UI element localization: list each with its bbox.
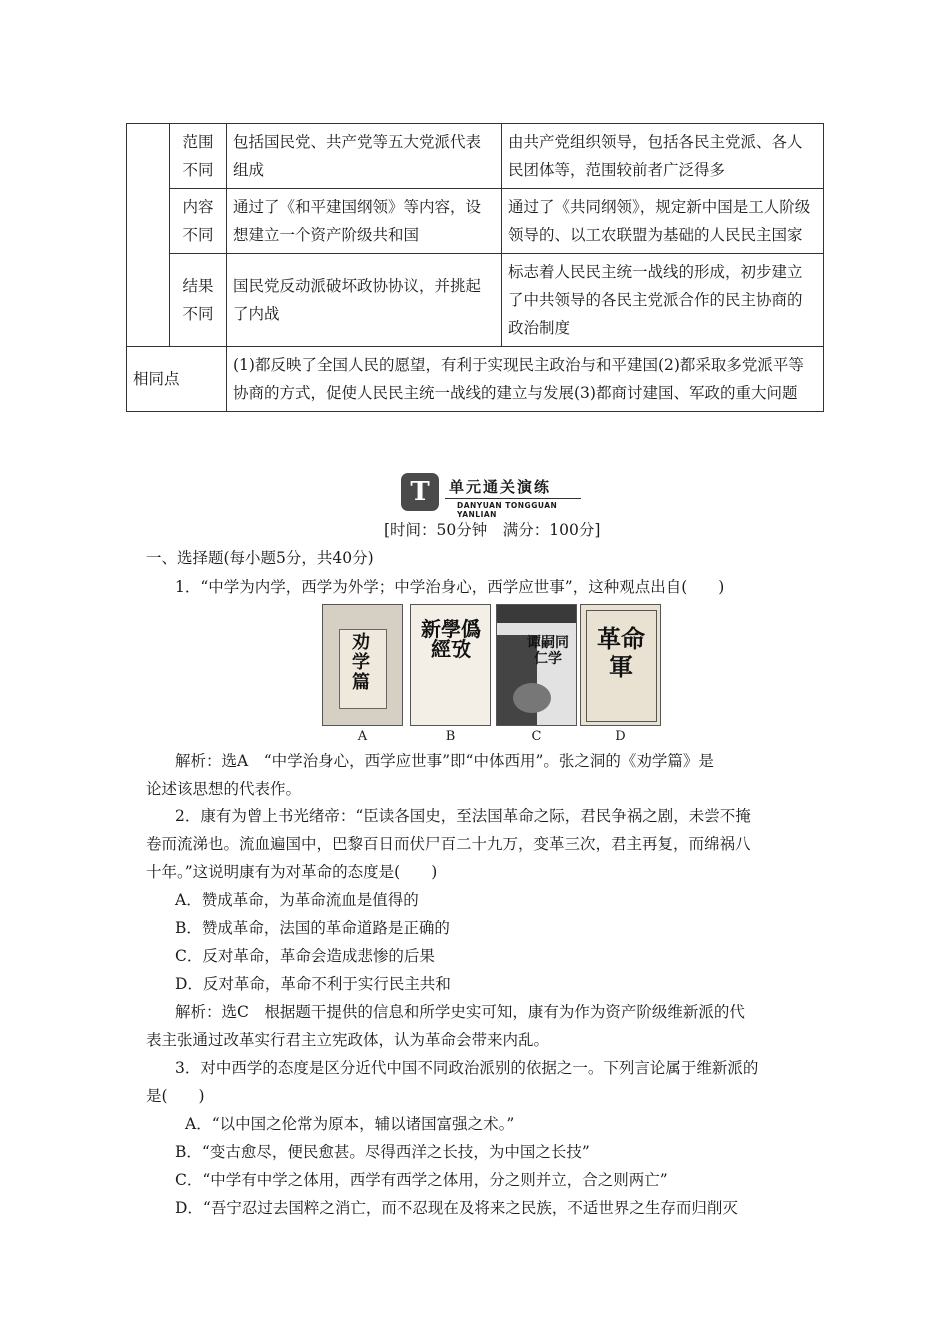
question-2-stem-cont: 卷而流涕也。流血遍国中，巴黎百日而伏尸百二十九万，变革三次，君主再复，而绵祸八: [146, 835, 751, 853]
q1-analysis-cont: 论述该思想的代表作。: [146, 780, 302, 798]
q3-option: A．“以中国之伦常为原本，辅以诸国富强之术。”: [185, 1115, 515, 1133]
question-3-stem-cont: 是( ): [146, 1087, 205, 1105]
q2-option: D．反对革命，革命不利于实行民主共和: [175, 975, 451, 993]
q3-option: B．“变古愈尽，便民愈甚。尽得西洋之长技，为中国之长技”: [175, 1143, 590, 1161]
right-cell: 由共产党组织领导，包括各民主党派、各人民团体等，范围较前者广泛得多: [502, 124, 824, 189]
q3-option: D．“吾宁忍过去国粹之消亡，而不忍现在及将来之民族，不适世界之生存而归削灭: [175, 1199, 738, 1217]
comparison-table: [126, 123, 824, 412]
unit-logo-icon: T: [401, 473, 439, 511]
similar-label: 相同点: [127, 347, 227, 412]
q2-option: C．反对革命，革命会造成悲惨的后果: [175, 947, 435, 965]
row-label: 范围 不同: [170, 124, 227, 189]
right-cell: 通过了《共同纲领》，规定新中国是工人阶级领导的、以工农联盟为基础的人民民主国家: [502, 189, 824, 254]
book-cover-d: 革命軍: [580, 604, 661, 726]
option-label: A: [357, 729, 368, 744]
q2-analysis-cont: 表主张通过改革实行君主立宪政体，认为革命会带来内乱。: [146, 1031, 550, 1049]
book-cover-a: 劝学篇: [322, 604, 403, 726]
question-2-stem-cont: 十年。”这说明康有为对革命的态度是( ): [146, 863, 438, 881]
book-covers: [322, 604, 662, 744]
banner-title: 单元通关演练: [449, 478, 552, 496]
row-label: 内容 不同: [170, 189, 227, 254]
table-row: [127, 189, 824, 254]
table-row: [127, 124, 824, 189]
q3-option: C．“中学有中学之体用，西学有西学之体用，分之则并立，合之则两亡”: [175, 1171, 668, 1189]
section-banner: [401, 473, 581, 519]
q2-option: A．赞成革命，为革命流血是值得的: [175, 891, 419, 909]
left-cell: 国民党反动派破坏政协协议，并挑起了内战: [227, 254, 502, 347]
table-cell-blank: [127, 124, 170, 347]
banner-divider: [445, 498, 581, 499]
similar-text: (1)都反映了全国人民的愿望，有利于实现民主政治与和平建国(2)都采取多党派平等协商的方式，促使人民民主统一战线的建立与发展(3)都商讨建国、军政的重大问题: [227, 347, 824, 412]
option-label: C: [531, 729, 542, 744]
q2-analysis: 解析：选C 根据题干提供的信息和所学史实可知，康有为作为资产阶级维新派的代: [175, 1003, 745, 1021]
row-label: 结果 不同: [170, 254, 227, 347]
right-cell: 标志着人民民主统一战线的形成，初步建立了中共领导的各民主党派合作的民主协商的政治制度: [502, 254, 824, 347]
left-cell: 包括国民党、共产党等五大党派代表组成: [227, 124, 502, 189]
left-cell: 通过了《和平建国纲领》等内容，设想建立一个资产阶级共和国: [227, 189, 502, 254]
book-cover-c: 谭嗣同 仁学: [496, 604, 577, 726]
option-label: B: [445, 729, 456, 744]
q1-analysis: 解析：选A “中学治身心，西学应世事”即“中体西用”。张之洞的《劝学篇》是: [175, 752, 714, 770]
table-row: [127, 254, 824, 347]
option-label: D: [615, 729, 626, 744]
section-title: 一、选择题(每小题5分，共40分): [146, 549, 374, 567]
q2-option: B．赞成革命，法国的革命道路是正确的: [175, 919, 450, 937]
question-1-stem: 1．“中学为内学，西学为外学；中学治身心，西学应世事”，这种观点出自( ): [175, 578, 725, 596]
question-2-stem: 2．康有为曾上书光绪帝：“臣读各国史，至法国革命之际，君民争祸之剧，未尝不掩: [175, 807, 751, 825]
table-row: [127, 347, 824, 412]
time-line: [时间：50分钟 满分：100分]: [384, 521, 601, 539]
banner-subtitle: DANYUAN TONGGUAN YANLIAN: [457, 501, 558, 519]
book-cover-b: 新學僞經攷: [410, 604, 491, 726]
question-3-stem: 3．对中西学的态度是区分近代中国不同政治派别的依据之一。下列言论属于维新派的: [175, 1059, 759, 1077]
